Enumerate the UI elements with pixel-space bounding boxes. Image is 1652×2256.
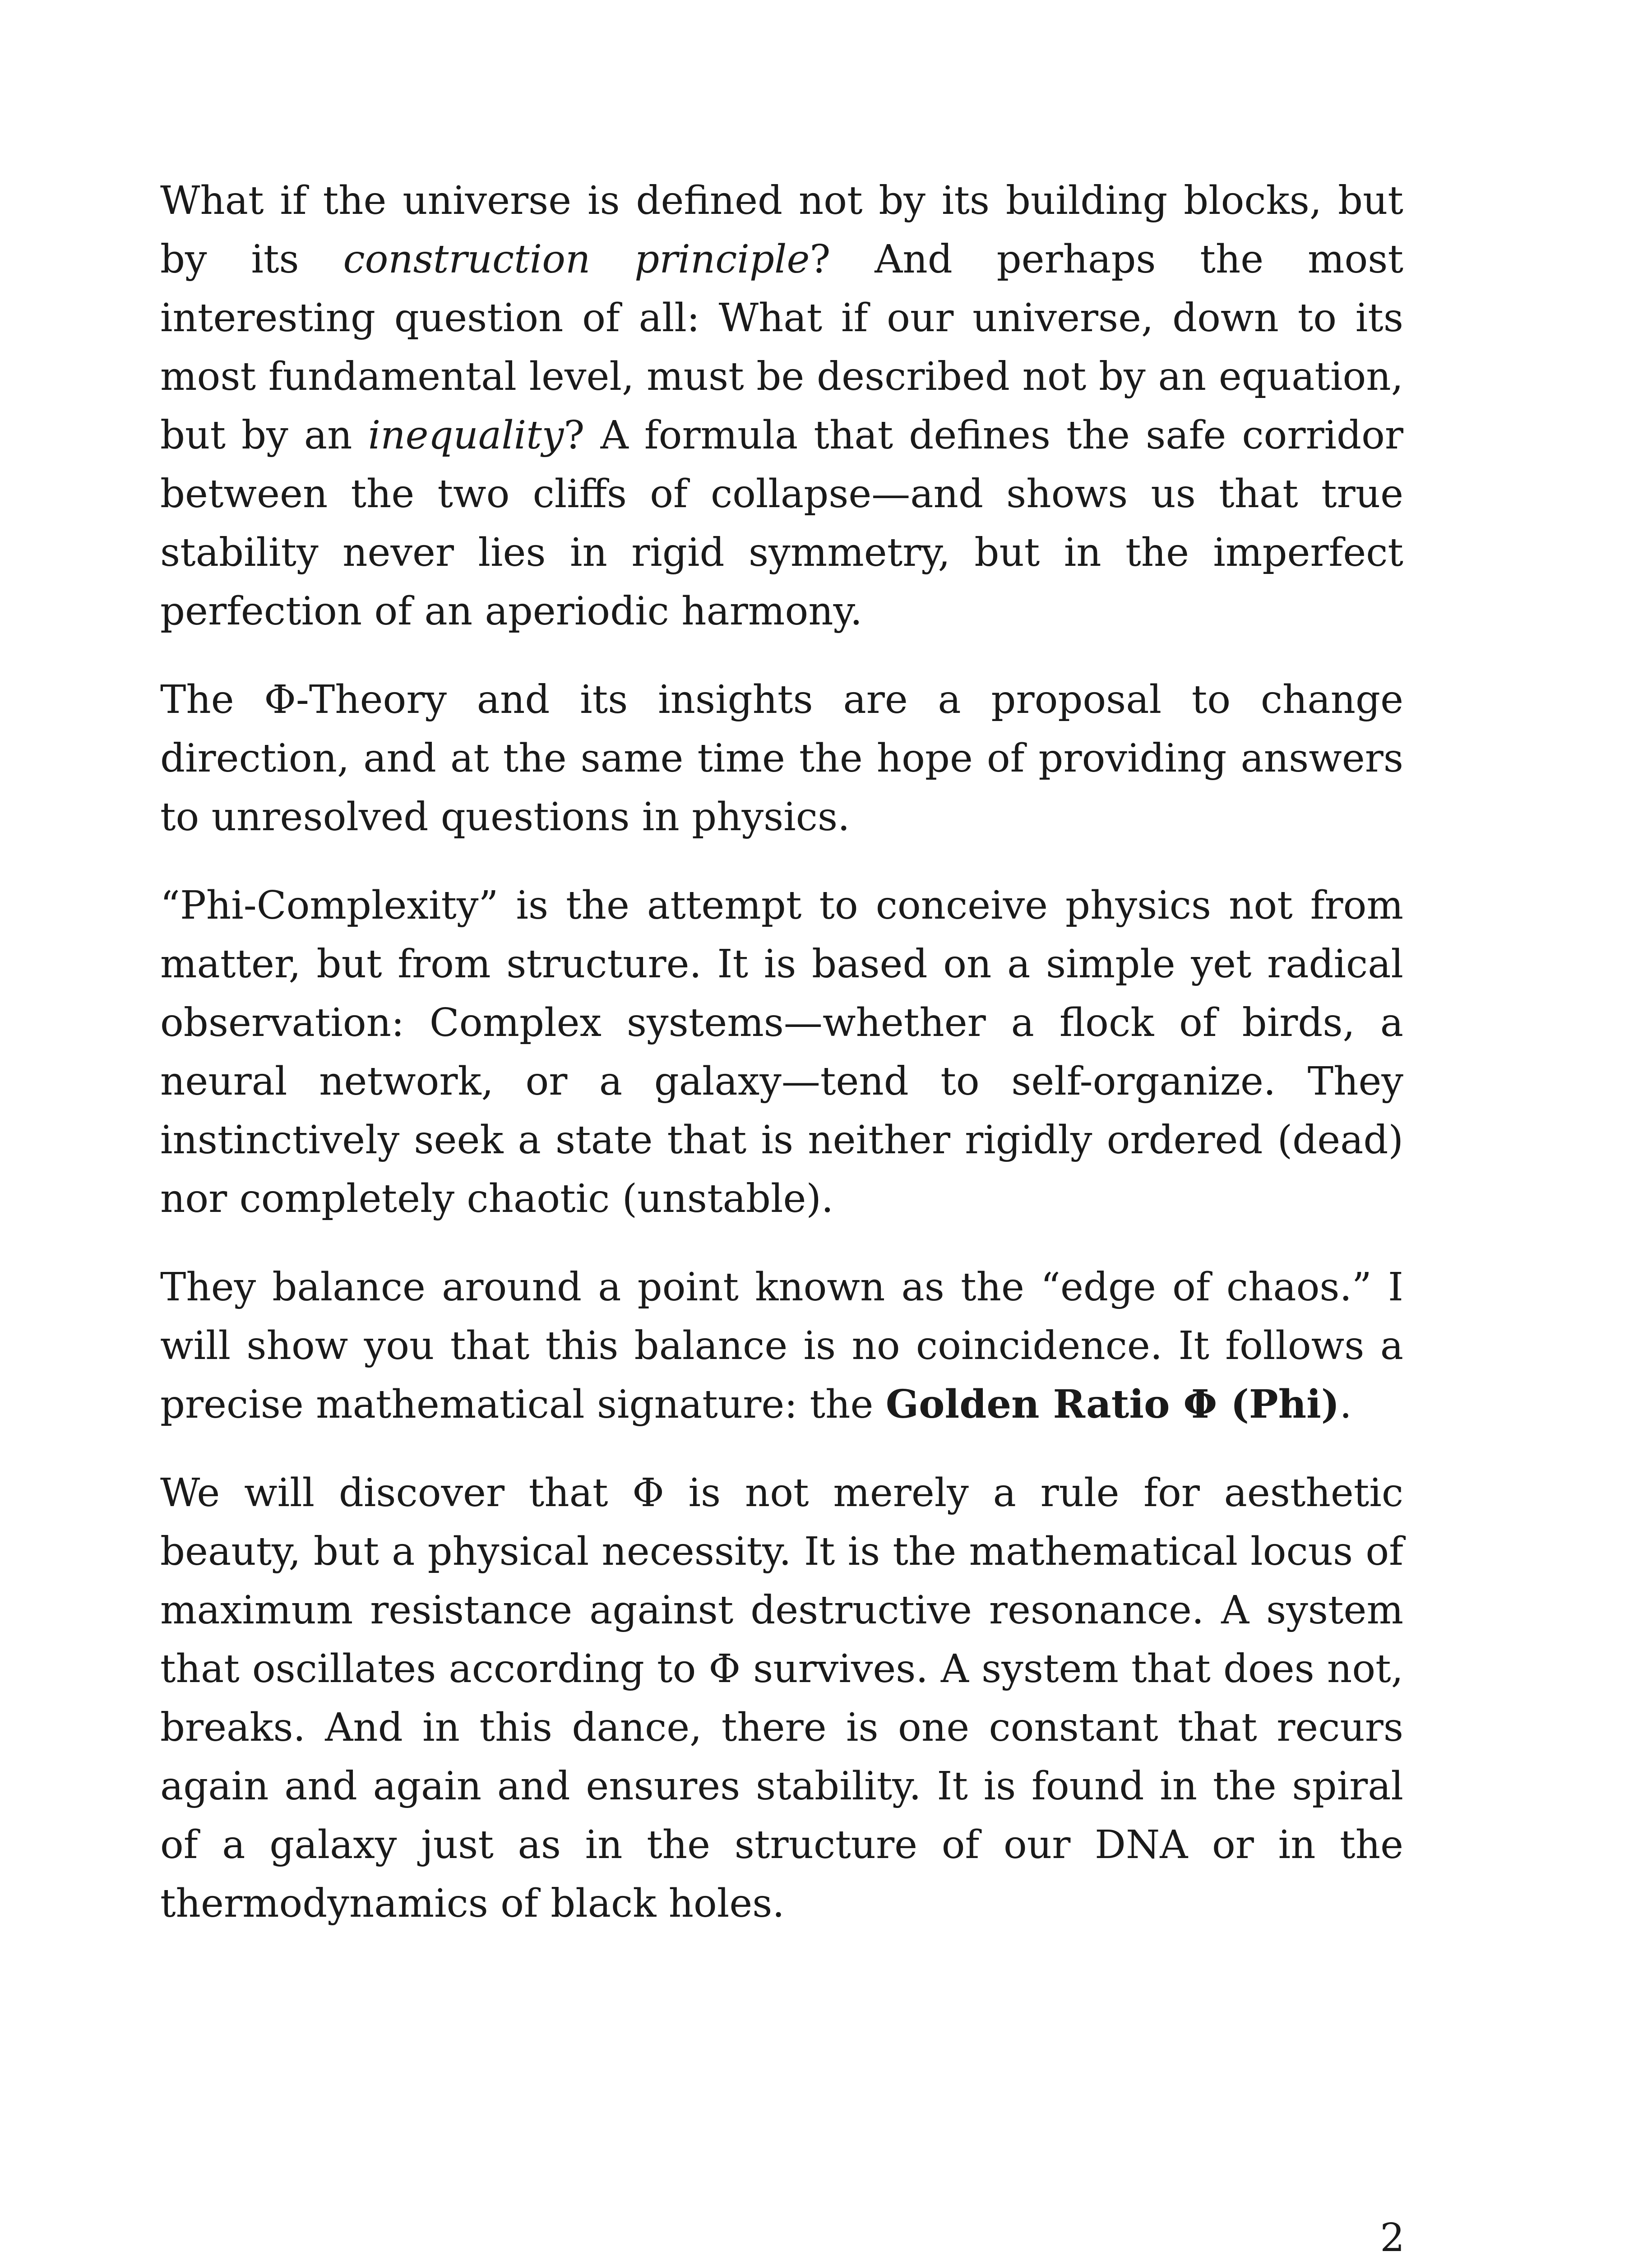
paragraph-1-text-c: ? And perhaps the most interesting question of all: What if our universe, down to its most fundamental level, must be described not by an equation, but by an xyxy=(160,237,1403,458)
golden-ratio-term: Golden Ratio Φ (Phi) xyxy=(885,1382,1340,1427)
paragraph-4-text-c: . xyxy=(1339,1382,1352,1427)
paragraph-2 xyxy=(160,670,1403,846)
body-text xyxy=(160,171,1403,1933)
paragraph-1-text-a: What if the universe is defined not by its building blocks, but by its xyxy=(160,178,1403,282)
paragraph-4-text-a: They balance around a point known as the “edge of chaos.” I will show you that this balance is no coincidence. It follows a precise mathematical signature: the xyxy=(160,1265,1403,1427)
emphasis-construction-principle: construction principle xyxy=(343,237,810,282)
paragraph-5-text: We will discover that Φ is not merely a rule for aesthetic beauty, but a physical necessity. It is the mathematical locus of maximum resistance against destructive resonance. A system that oscillates according to Φ survives. A system that does not, breaks. And in this dance, there is one constant that recurs again and again and ensures stability. It is found in the spiral of a galaxy just as in the structure of our DNA or in the thermodynamics of black holes. xyxy=(160,1470,1403,1926)
paragraph-4 xyxy=(160,1258,1403,1434)
paragraph-2-text: The Φ-Theory and its insights are a proposal to change direction, and at the same time the hope of providing answers to unresolved questions in physics. xyxy=(160,677,1403,840)
paragraph-3 xyxy=(160,876,1403,1228)
page-number: 2 xyxy=(1380,2215,1405,2256)
paragraph-1 xyxy=(160,171,1403,641)
paragraph-5 xyxy=(160,1464,1403,1933)
paragraph-1-text-e: ? A formula that defines the safe corridor between the two cliffs of collapse—and shows us that true stability never lies in rigid symmetry, but in the imperfect perfection of an aperiodic harmony. xyxy=(160,413,1403,634)
paragraph-3-text: “Phi-Complexity” is the attempt to conceive physics not from matter, but from structure. It is based on a simple yet radical observation: Complex systems—whether a flock of birds, a neural network, or a galaxy—tend to self-organize. They instinctively seek a state that is neither rigidly ordered (dead) nor completely chaotic (unstable). xyxy=(160,883,1403,1221)
emphasis-inequality: inequality xyxy=(368,413,564,458)
